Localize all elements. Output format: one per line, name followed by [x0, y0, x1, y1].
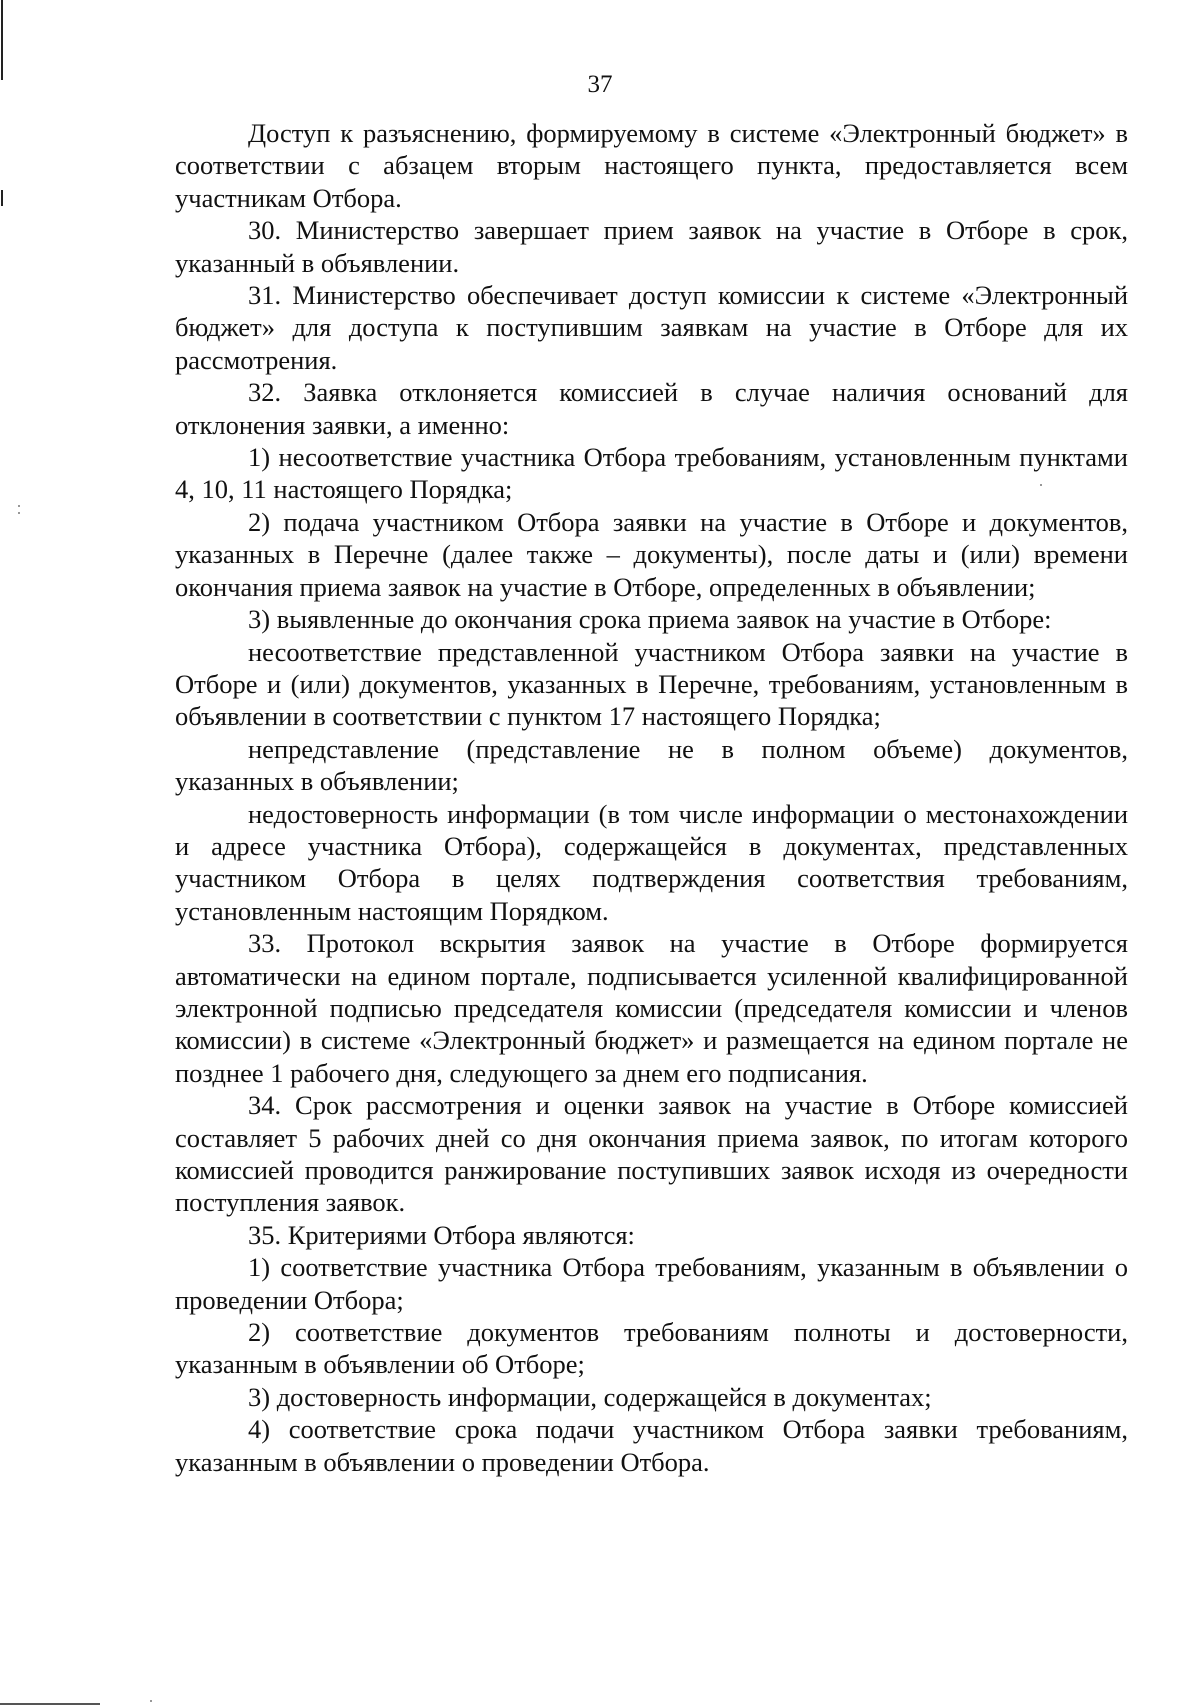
paragraph: 1) несоответствие участника Отбора требованиям, установленным пунктами 4, 10, 11 настоящего Порядка;: [175, 442, 1128, 505]
paragraph: 2) подача участником Отбора заявки на участие в Отборе и документов, указанных в Перечне (далее также – документы), после даты и (или) времени окончания приема заявок на участие в Отборе, определенных в объявлении;: [175, 506, 1128, 602]
scan-speck: [150, 1700, 152, 1702]
paragraph: 32. Заявка отклоняется комиссией в случае наличия оснований для отклонения заявки, а именно:: [175, 377, 1128, 440]
scan-speck: [18, 505, 20, 507]
page-number: 37: [587, 71, 613, 98]
paragraph: 3) выявленные до окончания срока приема заявок на участие в Отборе:: [248, 604, 1052, 635]
paragraph: несоответствие представленной участником Отбора заявки на участие в Отборе и (или) документов, указанных в Перечне, требованиям, установленным в объявлении в соответствии с пунктом 17 настоящего Порядка;: [175, 636, 1128, 732]
document-body: [175, 117, 1128, 1478]
paragraph: 35. Критериями Отбора являются:: [248, 1219, 635, 1250]
paragraph: 4) соответствие срока подачи участником Отбора заявки требованиям, указанным в объявлении о проведении Отбора.: [175, 1414, 1128, 1477]
scan-edge-mark: [1, 0, 3, 80]
paragraph: 34. Срок рассмотрения и оценки заявок на участие в Отборе комиссией составляет 5 рабочих дней со дня окончания приема заявок, по итогам которого комиссией проводится ранжирование поступивших заявок исходя из очередности поступления заявок.: [175, 1090, 1128, 1218]
paragraph: 31. Министерство обеспечивает доступ комиссии к системе «Электронный бюджет» для доступа к поступившим заявкам на участие в Отборе для их рассмотрения.: [175, 280, 1128, 375]
scan-edge-mark: [1, 190, 3, 206]
paragraph: 30. Министерство завершает прием заявок на участие в Отборе в срок, указанный в объявлении.: [175, 215, 1128, 278]
paragraph: 1) соответствие участника Отбора требованиям, указанным в объявлении о проведении Отбора;: [175, 1252, 1128, 1315]
paragraph: непредставление (представление не в полном объеме) документов, указанных в объявлении;: [175, 733, 1128, 797]
scan-speck: [18, 512, 20, 514]
scan-edge-mark: [0, 1703, 100, 1705]
paragraph: 3) достоверность информации, содержащейся в документах;: [248, 1381, 932, 1412]
paragraph: 2) соответствие документов требованиям полноты и достоверности, указанным в объявлении об Отборе;: [175, 1317, 1128, 1380]
paragraph: Доступ к разъяснению, формируемому в системе «Электронный бюджет» в соответствии с абзацем вторым настоящего пункта, предоставляется всем участникам Отбора.: [175, 118, 1128, 213]
paragraph: 33. Протокол вскрытия заявок на участие в Отборе формируется автоматически на едином портале, подписывается усиленной квалифицированной электронной подписью председателя комиссии (председателя комиссии и членов комиссии) в системе «Электронный бюджет» и размещается на едином портале не позднее 1 рабочего дня, следующего за днем его подписания.: [175, 928, 1128, 1088]
paragraph: недостоверность информации (в том числе информации о местонахождении и адресе участника Отбора), содержащейся в документах, представленных участником Отбора в целях подтверждения соответствия требованиям, установленным настоящим Порядком.: [175, 798, 1128, 926]
